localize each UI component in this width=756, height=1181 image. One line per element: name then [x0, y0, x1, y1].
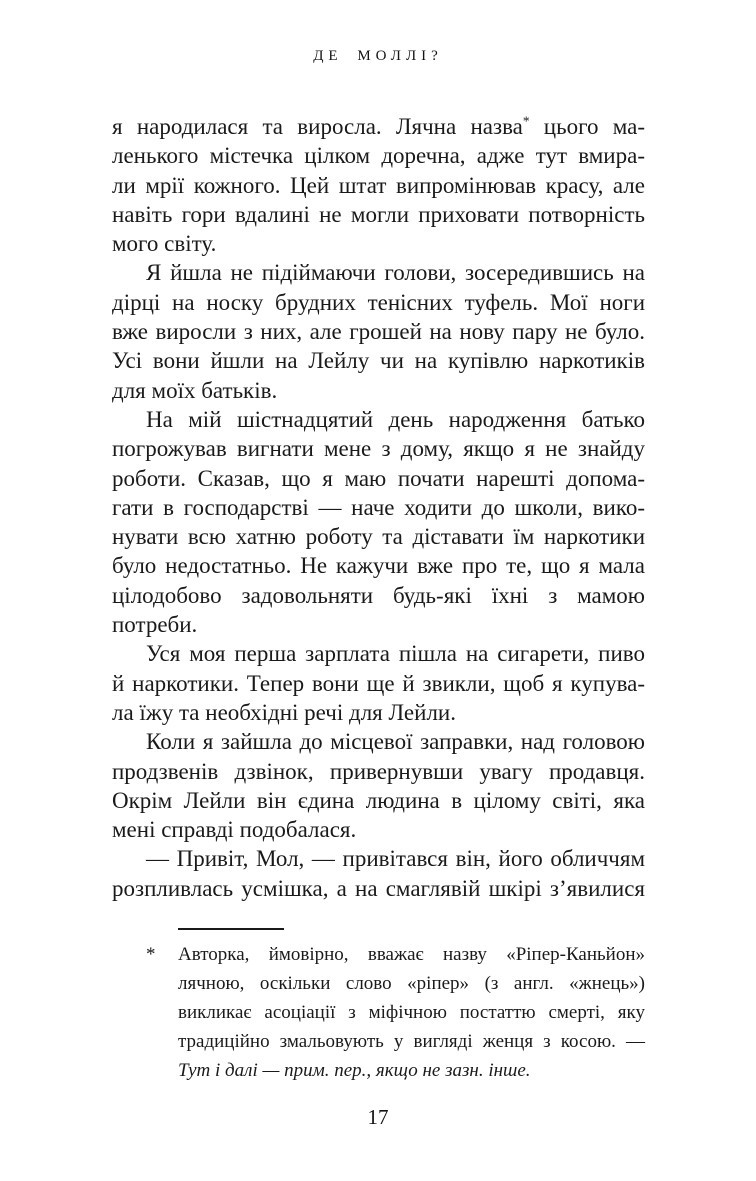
footnote-body: [112, 940, 645, 1085]
body-line: ленького містечка цілком доречна, адже тут вмира-: [112, 143, 645, 169]
body-line: вже виросли з них, але грошей на нову пару не було.: [112, 319, 645, 345]
body-line: роботи. Сказав, що я маю почати нарешті допома-: [112, 465, 645, 491]
body-line: нувати всю хатню роботу та діставати їм наркотики: [112, 524, 645, 550]
footnote-line: традиційно змальовують у вигляді женця з косою. —: [178, 1030, 645, 1052]
body-line: На мій шістнадцятий день народження батько: [146, 406, 645, 432]
footnote-line: Авторка, ймовірно, вважає назву «Ріпер-Каньйон»: [178, 943, 645, 965]
body-line: — Привіт, Мол, — привітався він, його обличчям: [146, 846, 645, 872]
paragraph: [112, 258, 645, 404]
running-head: ДЕ МОЛЛІ?: [313, 48, 443, 64]
body-line: [112, 112, 645, 141]
paragraph: [112, 112, 645, 258]
body-line: гати в господарстві — наче ходити до школи, вико-: [112, 494, 645, 520]
body-line: мені справді подобалася.: [112, 817, 357, 843]
body-line: цілодобово задовольняти будь-які їхні з мамою: [112, 582, 645, 608]
body-line-text: я народилася та виросла. Лячна назва: [112, 114, 523, 139]
paragraph: [112, 727, 645, 844]
footnote-line: лячною, оскільки слово «ріпер» (з англ. «жнець»): [178, 972, 645, 994]
body-line: Уся моя перша зарплата пішла на сигарети, пиво: [146, 641, 645, 667]
body-line: Коли я зайшла до місцевої заправки, над головою: [146, 729, 645, 755]
body-line: продзвенів дзвінок, привернувши увагу продавця.: [112, 758, 645, 784]
body-line: потреби.: [112, 612, 198, 638]
body-text: [112, 112, 645, 903]
footnote-marker: *: [146, 943, 156, 965]
body-line: Окрім Лейли він єдина людина в цілому світі, яка: [112, 787, 645, 813]
body-line: дірці на носку брудних тенісних туфель. Мої ноги: [112, 289, 645, 315]
body-line: й наркотики. Тепер вони ще й звикли, щоб я купува-: [112, 670, 645, 696]
body-line: Усі вони йшли на Лейлу чи на купівлю наркотиків: [112, 348, 645, 374]
page-number: 17: [367, 1105, 389, 1129]
footnote-reference-marker: *: [522, 113, 530, 129]
body-line: мого світу.: [112, 231, 217, 257]
body-line: ли мрії кожного. Цей штат випромінював красу, але: [112, 172, 645, 198]
paragraph: [112, 844, 645, 903]
body-line-text: цього ма-: [543, 114, 645, 139]
paragraph: [112, 639, 645, 727]
body-line: погрожував вигнати мене з дому, якщо я не знайду: [112, 436, 645, 462]
body-line: було недостатньо. Не кажучи вже про те, що я мала: [112, 553, 645, 579]
body-line: для моїх батьків.: [112, 377, 278, 403]
body-line: Я йшла не підіймаючи голови, зосередившись на: [146, 260, 645, 286]
body-line: розпливлась усмішка, а на смаглявій шкірі з’явилися: [112, 875, 645, 901]
paragraph: [112, 405, 645, 639]
body-line: навіть гори вдалині не могли приховати потворність: [112, 201, 645, 227]
footnote-separator: [178, 928, 284, 930]
body-line: ла їжу та необхідні речі для Лейли.: [112, 699, 456, 725]
footnote-line: викликає асоціації з міфічною постаттю смерті, яку: [178, 1001, 645, 1023]
footnote: [112, 918, 645, 1085]
footnote-line-italic: Тут і далі — прим. пер., якщо не зазн. інше.: [178, 1059, 531, 1081]
